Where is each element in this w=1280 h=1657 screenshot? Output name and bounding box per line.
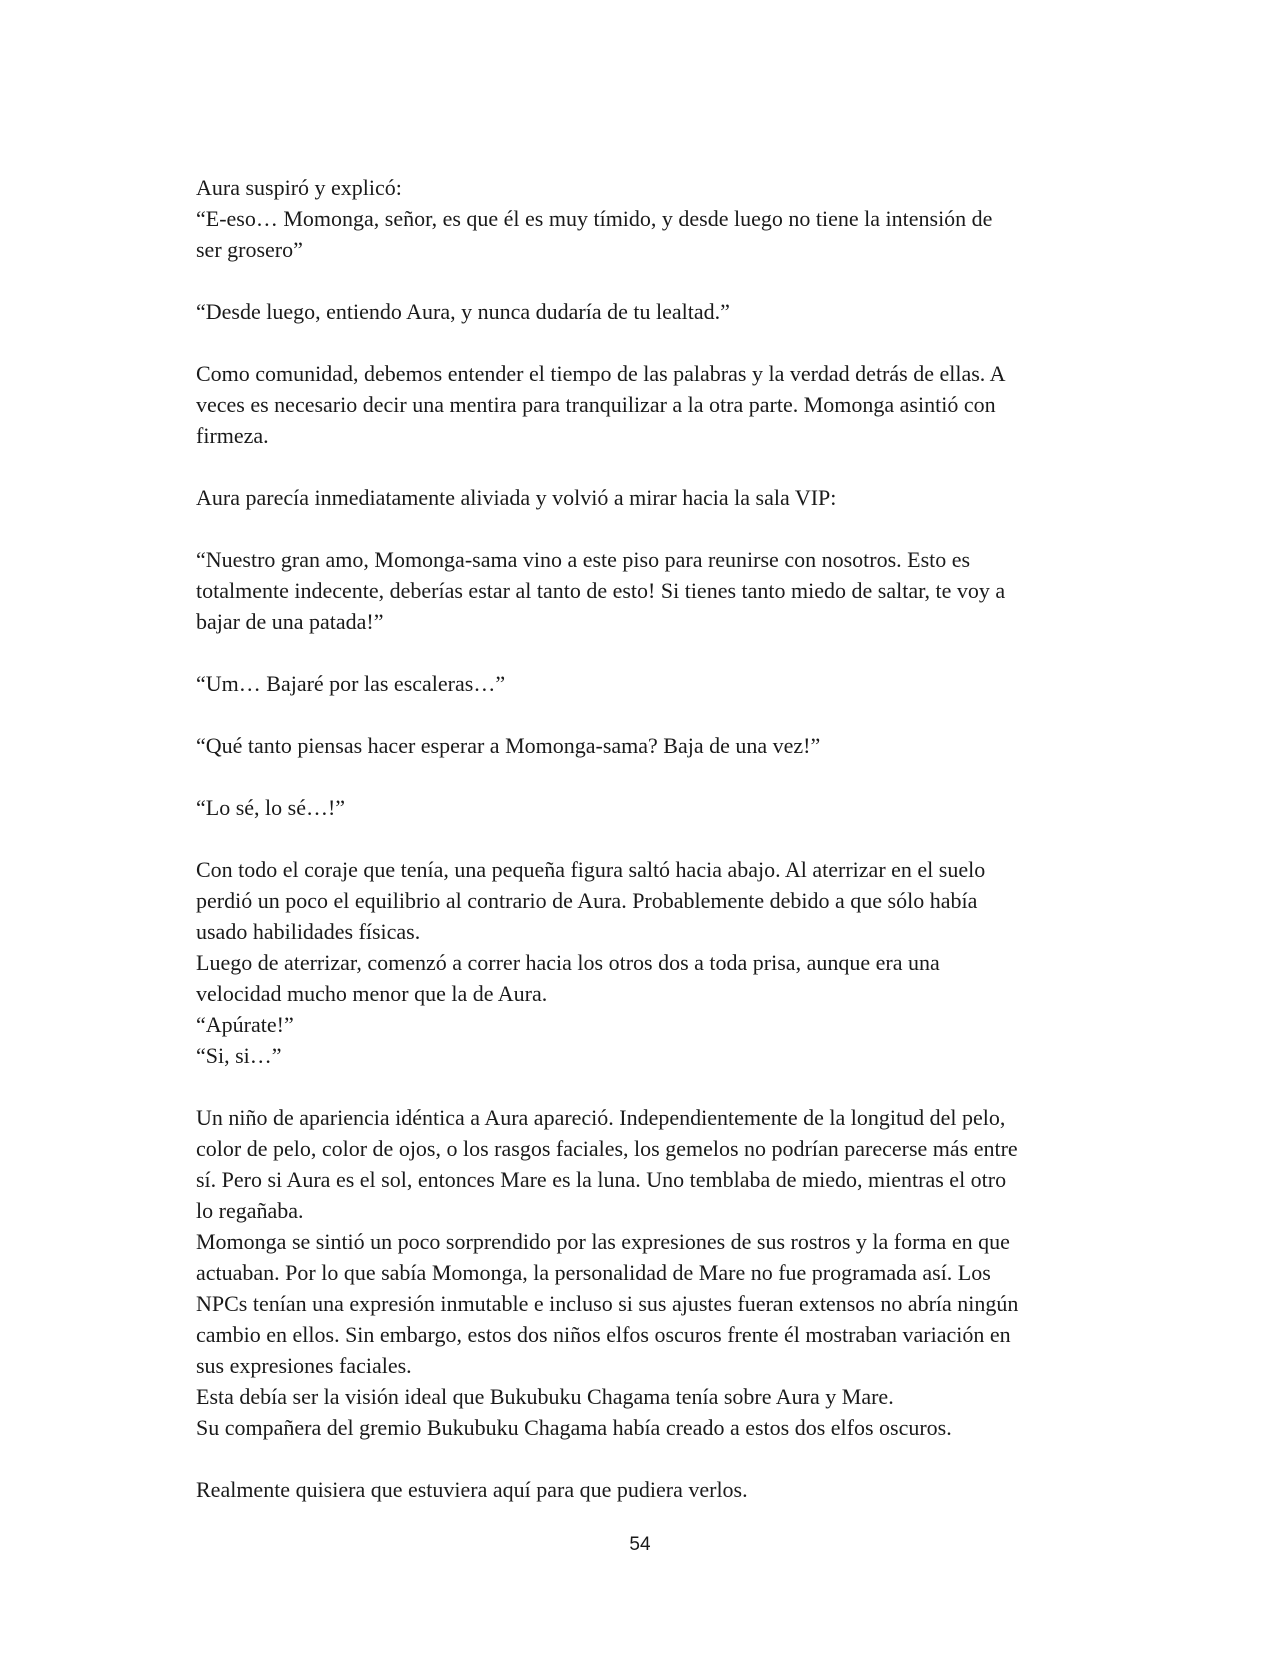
paragraph-7: “Qué tanto piensas hacer esperar a Momonga-sama? Baja de una vez!” — [196, 733, 821, 758]
paragraph-5: “Nuestro gran amo, Momonga-sama vino a este piso para reunirse con nosotros. Esto es totalmente indecente, deberías estar al tanto de esto! Si tienes tanto miedo de saltar, te voy a bajar de una patada!” — [196, 547, 1006, 634]
page-body — [196, 172, 1086, 1505]
paragraph-8: “Lo sé, lo sé…!” — [196, 795, 346, 820]
paragraph-2: “Desde luego, entiendo Aura, y nunca dudaría de tu lealtad.” — [196, 299, 730, 324]
paragraph-6: “Um… Bajaré por las escaleras…” — [196, 671, 506, 696]
page-number: 54 — [629, 1534, 651, 1555]
paragraph-3: Como comunidad, debemos entender el tiempo de las palabras y la verdad detrás de ellas. A veces es necesario decir una mentira para tranquilizar a la otra parte. Momonga asintió con firmeza. — [196, 361, 1006, 448]
paragraph-1: Aura suspiró y explicó: “E-eso… Momonga, señor, es que él es muy tímido, y desde luego no tiene la intensión de ser grosero” — [196, 175, 993, 262]
paragraph-9: Con todo el coraje que tenía, una pequeña figura saltó hacia abajo. Al aterrizar en el suelo perdió un poco el equilibrio al contrario de Aura. Probablemente debido a que sólo había usado habilidades físicas. Luego de aterrizar, comenzó a correr hacia los otros dos a toda prisa, aunque era una velocidad mucho menor que la de Aura. “Apúrate!” “Si, si…” — [196, 857, 986, 1068]
paragraph-4: Aura parecía inmediatamente aliviada y volvió a mirar hacia la sala VIP: — [196, 485, 837, 510]
paragraph-10: Un niño de apariencia idéntica a Aura apareció. Independientemente de la longitud del pelo, color de pelo, color de ojos, o los rasgos faciales, los gemelos no podrían parecerse más entre sí. Pero si Aura es el sol, entonces Mare es la luna. Uno temblaba de miedo, mientras el otro lo regañaba. Momonga se sintió un poco sorprendido por las expresiones de sus rostros y la forma en que actuaban. Por lo que sabía Momonga, la personalidad de Mare no fue programada así. Los NPCs tenían una expresión inmutable e incluso si sus ajustes fueran extensos no abría ningún cambio en ellos. Sin embargo, estos dos niños elfos oscuros frente él mostraban variación en sus expresiones faciales. Esta debía ser la visión ideal que Bukubuku Chagama tenía sobre Aura y Mare. Su compañera del gremio Bukubuku Chagama había creado a estos dos elfos oscuros. — [196, 1105, 1019, 1440]
paragraph-11: Realmente quisiera que estuviera aquí para que pudiera verlos. — [196, 1477, 748, 1502]
